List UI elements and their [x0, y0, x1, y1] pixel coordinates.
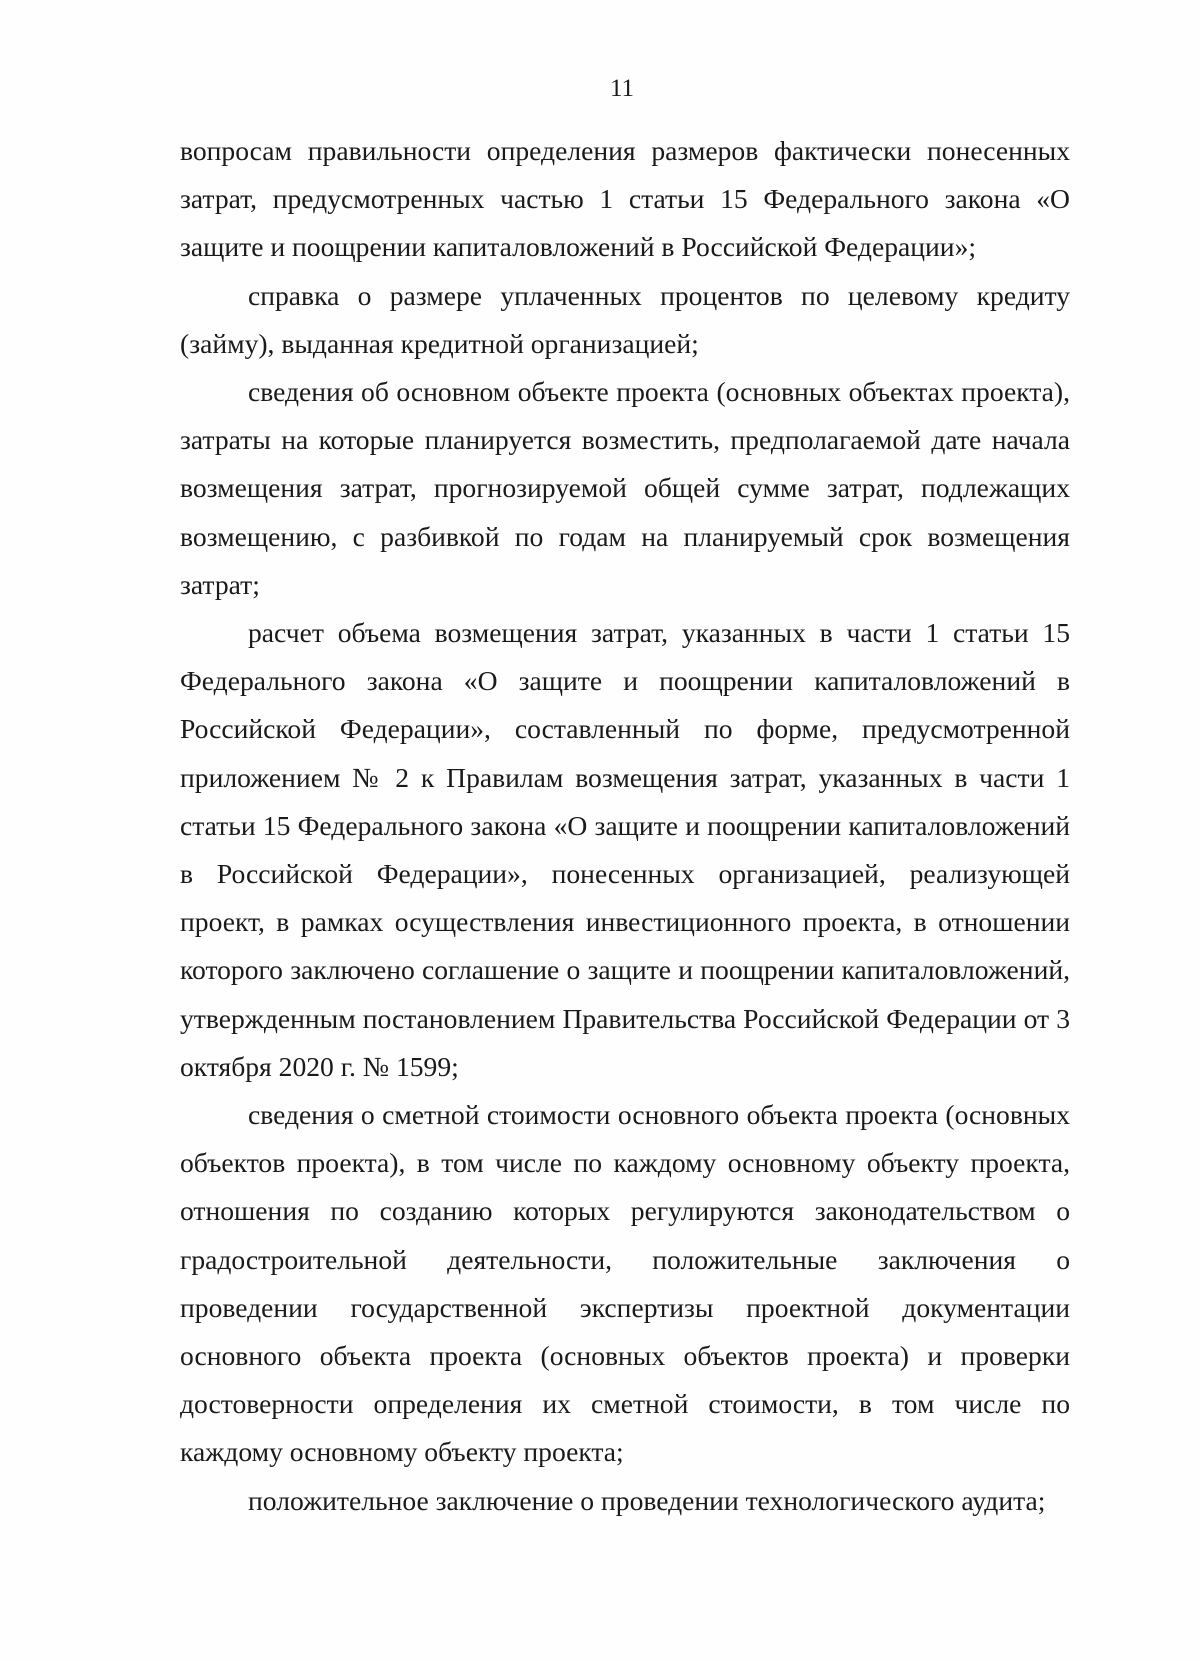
page-number: 11 — [609, 75, 635, 102]
paragraph-2: справка о размере уплаченных процентов по целевому кредиту (займу), выданная кредитной организацией; — [180, 279, 1070, 359]
paragraph-3: сведения об основном объекте проекта (основных объектах проекта), затраты на которые планируется возместить, предполагаемой дате начала возмещения затрат, прогнозируемой общей сумме затрат, подлежащих возмещению, с разбивкой по годам на планируемый срок возмещения затрат; — [180, 376, 1070, 600]
paragraph-5: сведения о сметной стоимости основного объекта проекта (основных объектов проекта), в том числе по каждому основному объекту проекта, отношения по созданию которых регулируются законодательством о градостроительной деятельности, положительные заключения о проведении государственной экспертизы проектной документации основного объекта проекта (основных объектов проекта) и проверки достоверности определения их сметной стоимости, в том числе по каждому основному объекту проекта; — [180, 1099, 1070, 1468]
paragraph-6: положительное заключение о проведении технологического аудита; — [248, 1484, 1046, 1516]
paragraph-1: вопросам правильности определения размеров фактически понесенных затрат, предусмотренных частью 1 статьи 15 Федерального закона «О защите и поощрении капиталовложений в Российской Федерации»; — [180, 135, 1070, 263]
document-body — [180, 127, 1070, 1525]
paragraph-4: расчет объема возмещения затрат, указанных в части 1 статьи 15 Федерального закона «О защите и поощрении капиталовложений в Российской Федерации», составленный по форме, предусмотренной приложением № 2 к Правилам возмещения затрат, указанных в части 1 статьи 15 Федерального закона «О защите и поощрении капиталовложений в Российской Федерации», понесенных организацией, реализующей проект, в рамках осуществления инвестиционного проекта, в отношении которого заключено соглашение о защите и поощрении капиталовложений, утвержденным постановлением Правительства Российской Федерации от 3 октября 2020 г. № 1599; — [180, 617, 1070, 1082]
